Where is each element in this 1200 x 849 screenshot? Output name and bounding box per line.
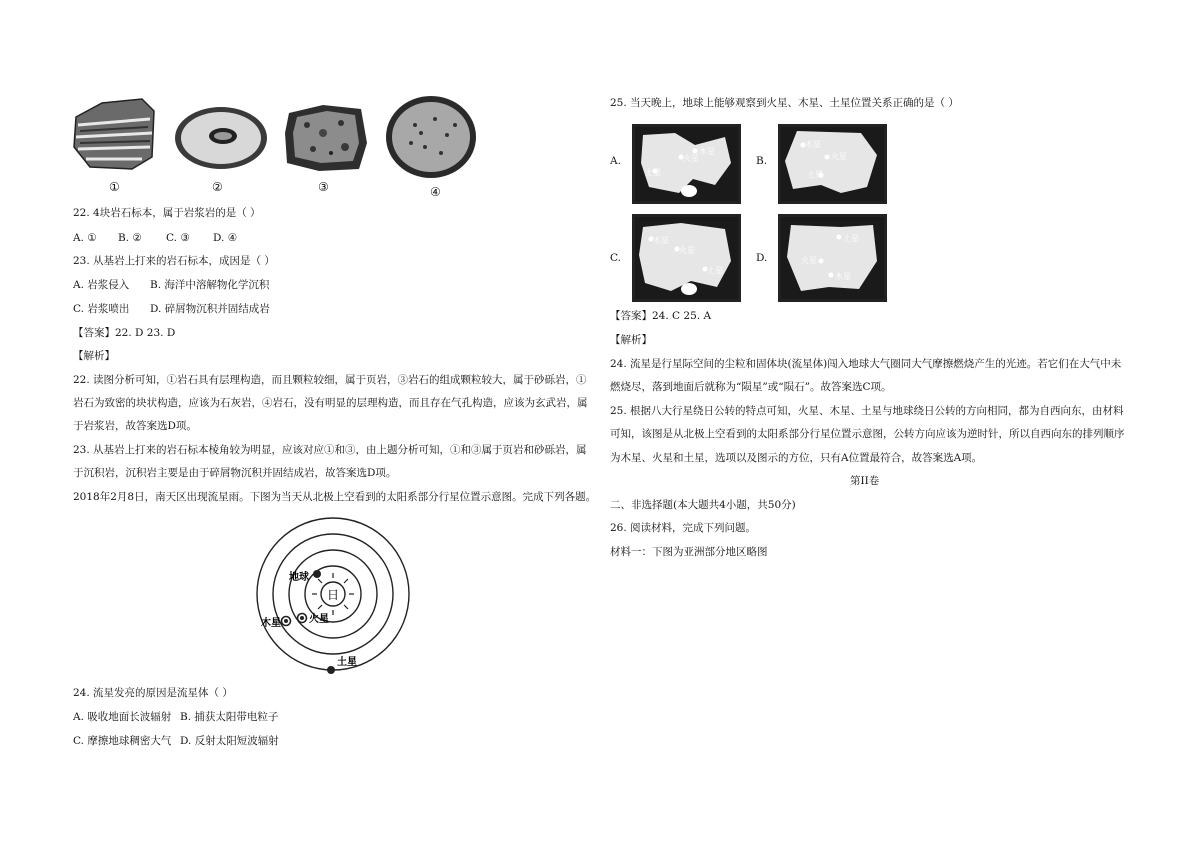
rock-specimen-3: [283, 103, 369, 173]
question-23-option-c: C. 岩浆喷出: [73, 303, 130, 315]
analysis-title-left: 【解析】: [73, 350, 115, 362]
question-23-option-d: D. 碎屑物沉积并固结成岩: [150, 303, 270, 315]
panel-b-saturn: 土星: [807, 170, 823, 179]
question-25-stem: 25. 当天晚上，地球上能够观察到火星、木星、土星位置关系正确的是（ ）: [610, 97, 959, 109]
option-d-letter: D.: [756, 252, 768, 264]
option-d-image: [778, 214, 887, 302]
analysis-22-line-2: 岩石为致密的块状构造，应该为石灰岩，④岩石，没有明显的层理构造，而且存在气孔构造，应该为玄武岩，属: [73, 397, 588, 409]
panel-c-saturn: 土星: [707, 266, 723, 275]
question-22-stem: 22. 4块岩石标本，属于岩浆岩的是（ ）: [73, 207, 261, 219]
sun-label: 日: [327, 588, 340, 602]
panel-c-mars: 火星: [679, 246, 695, 255]
question-24-option-b: B. 捕获太阳带电粒子: [180, 711, 279, 723]
volume-heading: 第II卷: [850, 475, 880, 487]
analysis-22-line-3: 于岩浆岩，故答案选D项。: [73, 420, 197, 432]
analysis-22-line-1: 22. 读图分析可知，①岩石具有层理构造，而且颗粒较细，属于页岩，③岩石的组成颗粒较大，属于砂砾岩，①: [73, 374, 587, 386]
question-22-option-a: A. ①: [73, 232, 97, 244]
rock-label-2: ②: [212, 180, 223, 194]
mars-label: 火星: [309, 614, 329, 625]
option-a-image: [632, 124, 741, 204]
answer-24-25: 【答案】24. C 25. A: [610, 310, 712, 322]
answer-22-23: 【答案】22. D 23. D: [73, 327, 176, 339]
panel-a-jupiter: 木星: [699, 147, 715, 156]
panel-d-mars: 火星: [801, 256, 817, 265]
meteor-intro: 2018年2月8日，南天区出现流星雨。下图为当天从北极上空看到的太阳系部分行星位置示意图。完成下列各题。: [73, 491, 597, 503]
analysis-25-line-3: 为木星、火星和土星，选项以及图示的方位，只有A位置最符合，故答案选A项。: [610, 452, 983, 464]
saturn-label: 土星: [337, 657, 357, 668]
analysis-23-line-1: 23. 从基岩上打来的岩石标本棱角较为明显，应该对应①和③，由上题分析可知，①和③属于页岩和砂砾岩，属: [73, 444, 587, 456]
section-heading: 二、非选择题(本大题共4小题，共50分): [610, 499, 796, 511]
rock-label-3: ③: [318, 180, 329, 194]
analysis-title-right: 【解析】: [610, 334, 652, 346]
question-22-option-c: C. ③: [166, 232, 190, 244]
panel-b-jupiter: 木星: [805, 140, 821, 149]
analysis-25-line-1: 25. 根据八大行星绕日公转的特点可知，火星、木星、土星与地球绕日公转的方向相同，都为自西向东，由材料: [610, 405, 1124, 417]
question-24-option-a: A. 吸收地面长波辐射: [73, 711, 172, 723]
panel-c-jupiter: 木星: [653, 236, 669, 245]
panel-d-jupiter: 木星: [835, 272, 851, 281]
question-24-stem: 24. 流星发亮的原因是流星体（ ）: [73, 687, 233, 699]
analysis-25-line-2: 可知，该图是从北极上空看到的太阳系部分行星位置示意图，公转方向应该为逆时针，所以自西向东的排列顺序: [610, 428, 1125, 440]
earth-label: 地球: [289, 572, 309, 583]
material-one: 材料一：下图为亚洲部分地区略图: [610, 546, 768, 558]
earth-marker: [313, 570, 321, 578]
question-24-option-d: D. 反射太阳短波辐射: [180, 735, 279, 747]
option-b-letter: B.: [756, 155, 768, 167]
saturn-marker: [327, 666, 335, 674]
question-22-option-b: B. ②: [118, 232, 142, 244]
panel-d-saturn: 土星: [843, 234, 859, 243]
question-23-option-a: A. 岩浆侵入: [73, 279, 130, 291]
question-23-option-b: B. 海洋中溶解物化学沉积: [150, 279, 270, 291]
rock-label-4: ④: [430, 185, 441, 199]
panel-b-mars: 火星: [831, 152, 847, 161]
question-23-stem: 23. 从基岩上打来的岩石标本，成因是（ ）: [73, 255, 275, 267]
question-22-option-d: D. ④: [213, 232, 238, 244]
rock-specimen-2: [173, 105, 269, 171]
rock-label-1: ①: [109, 180, 120, 194]
analysis-24-line-2: 燃烧尽，落到地面后就称为“陨星”或“陨石”。故答案选C项。: [610, 381, 892, 393]
option-a-letter: A.: [610, 155, 621, 167]
panel-a-saturn: 土星: [645, 168, 661, 177]
jupiter-label: 木星: [261, 618, 281, 629]
analysis-24-line-1: 24. 流星是行星际空间的尘粒和固体块(流星体)闯入地球大气圈同大气摩擦燃烧产生的光迹。若它们在大气中未: [610, 358, 1122, 370]
rock-specimen-4: [385, 95, 478, 180]
analysis-23-line-2: 于沉积岩，沉积岩主要是由于碎屑物沉积并固结成岩，故答案选D项。: [73, 467, 397, 479]
panel-a-mars: 火星: [683, 154, 699, 163]
option-c-letter: C.: [610, 252, 621, 264]
option-c-image: [632, 214, 741, 302]
question-26-stem: 26. 阅读材料，完成下列问题。: [610, 522, 757, 534]
option-b-image: [778, 124, 887, 204]
solar-system-diagram: [255, 512, 415, 680]
rock-specimen-1: [72, 97, 158, 173]
question-24-option-c: C. 摩擦地球稠密大气: [73, 735, 172, 747]
